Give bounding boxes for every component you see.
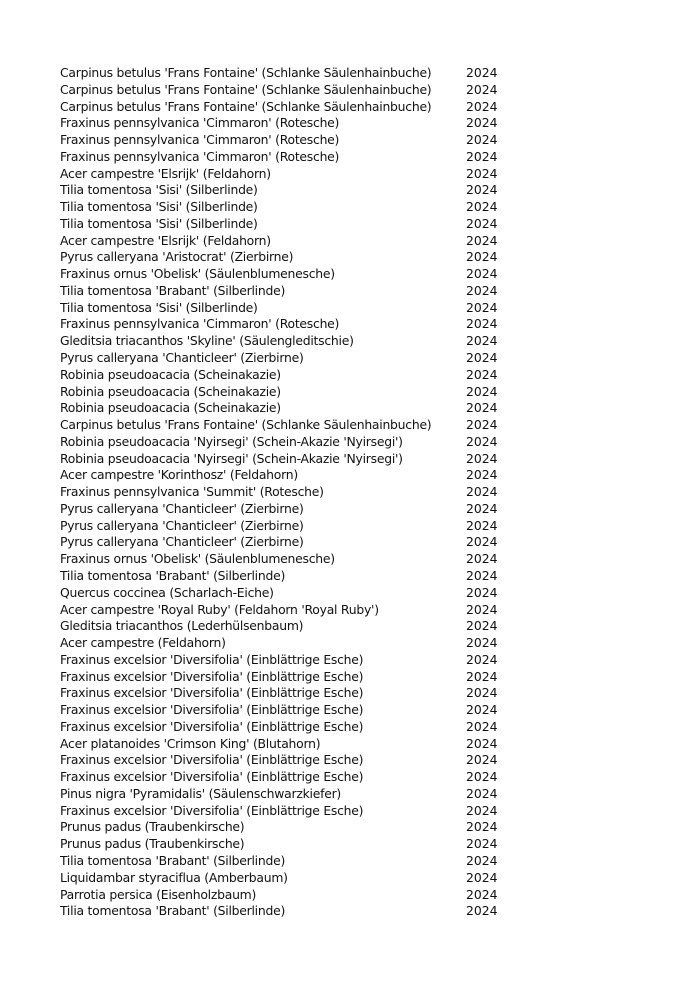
year-cell: 2024	[466, 534, 498, 550]
tree-name-cell: Acer campestre (Feldahorn)	[60, 635, 226, 651]
year-cell: 2024	[466, 65, 498, 80]
year-cell: 2024	[466, 165, 498, 181]
tree-name-cell: Robinia pseudoacacia (Scheinakazie)	[60, 366, 281, 382]
table-row	[60, 367, 520, 384]
tree-name-cell: Tilia tomentosa 'Brabant' (Silberlinde)	[60, 903, 286, 919]
year-cell: 2024	[466, 618, 498, 634]
year-cell: 2024	[466, 400, 498, 416]
table-row	[60, 467, 520, 484]
year-cell: 2024	[466, 81, 498, 97]
tree-name-cell: Acer campestre 'Korinthosz' (Feldahorn)	[60, 467, 298, 483]
tree-name-cell: Tilia tomentosa 'Brabant' (Silberlinde)	[60, 852, 286, 868]
tree-name-cell: Pyrus calleryana 'Aristocrat' (Zierbirne)	[60, 249, 294, 265]
table-row	[60, 283, 520, 300]
table-row	[60, 635, 520, 652]
tree-name-cell: Tilia tomentosa 'Brabant' (Silberlinde)	[60, 567, 286, 583]
year-cell: 2024	[466, 115, 498, 131]
table-row	[60, 702, 520, 719]
tree-name-cell: Fraxinus ornus 'Obelisk' (Säulenblumenesche)	[60, 551, 335, 567]
table-row	[60, 719, 520, 736]
tree-name-cell: Robinia pseudoacacia (Scheinakazie)	[60, 383, 281, 399]
tree-name-cell: Acer campestre 'Elsrijk' (Feldahorn)	[60, 232, 271, 248]
year-cell: 2024	[466, 132, 498, 148]
table-row	[60, 149, 520, 166]
year-cell: 2024	[466, 735, 498, 751]
tree-name-cell: Fraxinus ornus 'Obelisk' (Säulenblumenesche)	[60, 266, 335, 282]
year-cell: 2024	[466, 668, 498, 684]
table-row	[60, 568, 520, 585]
year-cell: 2024	[466, 718, 498, 734]
table-row	[60, 484, 520, 501]
year-cell: 2024	[466, 702, 498, 718]
year-cell: 2024	[466, 584, 498, 600]
year-cell: 2024	[466, 282, 498, 298]
tree-name-cell: Carpinus betulus 'Frans Fontaine' (Schlanke Säulenhainbuche)	[60, 417, 432, 433]
table-row	[60, 333, 520, 350]
table-row	[60, 434, 520, 451]
year-cell: 2024	[466, 433, 498, 449]
tree-name-cell: Acer campestre 'Elsrijk' (Feldahorn)	[60, 165, 271, 181]
year-cell: 2024	[466, 249, 498, 265]
tree-name-cell: Pyrus calleryana 'Chanticleer' (Zierbirne)	[60, 350, 304, 366]
year-cell: 2024	[466, 366, 498, 382]
table-row	[60, 585, 520, 602]
year-cell: 2024	[466, 182, 498, 198]
year-cell: 2024	[466, 215, 498, 231]
table-row	[60, 752, 520, 769]
table-row	[60, 417, 520, 434]
tree-name-cell: Robinia pseudoacacia 'Nyirsegi' (Schein-Akazie 'Nyirsegi')	[60, 433, 403, 449]
tree-name-cell: Tilia tomentosa 'Sisi' (Silberlinde)	[60, 299, 258, 315]
tree-name-cell: Pyrus calleryana 'Chanticleer' (Zierbirne)	[60, 517, 304, 533]
table-row	[60, 166, 520, 183]
table-row	[60, 501, 520, 518]
year-cell: 2024	[466, 484, 498, 500]
tree-list-table	[60, 65, 520, 920]
table-row	[60, 803, 520, 820]
year-cell: 2024	[466, 869, 498, 885]
table-row	[60, 266, 520, 283]
tree-name-cell: Gleditsia triacanthos 'Skyline' (Säulengleditschie)	[60, 333, 354, 349]
table-row	[60, 99, 520, 116]
table-row	[60, 65, 520, 82]
table-row	[60, 685, 520, 702]
tree-name-cell: Fraxinus excelsior 'Diversifolia' (Einblättrige Esche)	[60, 668, 364, 684]
table-row	[60, 819, 520, 836]
table-row	[60, 316, 520, 333]
year-cell: 2024	[466, 500, 498, 516]
tree-name-cell: Pyrus calleryana 'Chanticleer' (Zierbirne)	[60, 500, 304, 516]
tree-name-cell: Quercus coccinea (Scharlach-Eiche)	[60, 584, 274, 600]
year-cell: 2024	[466, 417, 498, 433]
tree-name-cell: Fraxinus excelsior 'Diversifolia' (Einblättrige Esche)	[60, 802, 364, 818]
table-row	[60, 451, 520, 468]
tree-name-cell: Fraxinus excelsior 'Diversifolia' (Einblättrige Esche)	[60, 769, 364, 785]
table-row	[60, 132, 520, 149]
tree-name-cell: Tilia tomentosa 'Sisi' (Silberlinde)	[60, 215, 258, 231]
table-row	[60, 618, 520, 635]
table-row	[60, 836, 520, 853]
year-cell: 2024	[466, 635, 498, 651]
tree-name-cell: Fraxinus excelsior 'Diversifolia' (Einblättrige Esche)	[60, 718, 364, 734]
year-cell: 2024	[466, 903, 498, 919]
tree-name-cell: Prunus padus (Traubenkirsche)	[60, 819, 245, 835]
year-cell: 2024	[466, 567, 498, 583]
table-row	[60, 853, 520, 870]
year-cell: 2024	[466, 836, 498, 852]
tree-name-cell: Acer campestre 'Royal Ruby' (Feldahorn 'Royal Ruby')	[60, 601, 379, 617]
tree-name-cell: Fraxinus pennsylvanica 'Cimmaron' (Rotesche)	[60, 148, 340, 164]
tree-name-cell: Pinus nigra 'Pyramidalis' (Säulenschwarzkiefer)	[60, 785, 341, 801]
year-cell: 2024	[466, 685, 498, 701]
year-cell: 2024	[466, 785, 498, 801]
tree-name-cell: Prunus padus (Traubenkirsche)	[60, 836, 245, 852]
table-row	[60, 233, 520, 250]
tree-name-cell: Robinia pseudoacacia (Scheinakazie)	[60, 400, 281, 416]
table-row	[60, 300, 520, 317]
table-row	[60, 736, 520, 753]
year-cell: 2024	[466, 148, 498, 164]
year-cell: 2024	[466, 886, 498, 902]
tree-name-cell: Pyrus calleryana 'Chanticleer' (Zierbirne)	[60, 534, 304, 550]
year-cell: 2024	[466, 819, 498, 835]
tree-name-cell: Liquidambar styraciflua (Amberbaum)	[60, 869, 288, 885]
tree-name-cell: Carpinus betulus 'Frans Fontaine' (Schlanke Säulenhainbuche)	[60, 81, 432, 97]
table-row	[60, 400, 520, 417]
table-row	[60, 769, 520, 786]
year-cell: 2024	[466, 266, 498, 282]
table-row	[60, 551, 520, 568]
tree-name-cell: Fraxinus excelsior 'Diversifolia' (Einblättrige Esche)	[60, 702, 364, 718]
year-cell: 2024	[466, 299, 498, 315]
year-cell: 2024	[466, 316, 498, 332]
table-row	[60, 602, 520, 619]
year-cell: 2024	[466, 551, 498, 567]
tree-name-cell: Fraxinus pennsylvanica 'Cimmaron' (Rotesche)	[60, 115, 340, 131]
table-row	[60, 903, 520, 920]
table-row	[60, 786, 520, 803]
tree-name-cell: Carpinus betulus 'Frans Fontaine' (Schlanke Säulenhainbuche)	[60, 98, 432, 114]
year-cell: 2024	[466, 467, 498, 483]
table-row	[60, 652, 520, 669]
tree-name-cell: Tilia tomentosa 'Sisi' (Silberlinde)	[60, 199, 258, 215]
table-row	[60, 216, 520, 233]
tree-name-cell: Acer platanoides 'Crimson King' (Blutahorn)	[60, 735, 321, 751]
tree-name-cell: Fraxinus pennsylvanica 'Summit' (Rotesche)	[60, 484, 324, 500]
year-cell: 2024	[466, 350, 498, 366]
table-row	[60, 887, 520, 904]
year-cell: 2024	[466, 802, 498, 818]
table-row	[60, 518, 520, 535]
year-cell: 2024	[466, 517, 498, 533]
table-row	[60, 350, 520, 367]
year-cell: 2024	[466, 98, 498, 114]
tree-name-cell: Fraxinus excelsior 'Diversifolia' (Einblättrige Esche)	[60, 651, 364, 667]
table-row	[60, 870, 520, 887]
tree-name-cell: Fraxinus pennsylvanica 'Cimmaron' (Rotesche)	[60, 316, 340, 332]
year-cell: 2024	[466, 232, 498, 248]
table-row	[60, 384, 520, 401]
year-cell: 2024	[466, 383, 498, 399]
tree-name-cell: Robinia pseudoacacia 'Nyirsegi' (Schein-Akazie 'Nyirsegi')	[60, 450, 403, 466]
tree-name-cell: Gleditsia triacanthos (Lederhülsenbaum)	[60, 618, 304, 634]
table-row	[60, 82, 520, 99]
table-row	[60, 182, 520, 199]
tree-name-cell: Fraxinus excelsior 'Diversifolia' (Einblättrige Esche)	[60, 752, 364, 768]
tree-name-cell: Tilia tomentosa 'Sisi' (Silberlinde)	[60, 182, 258, 198]
table-row	[60, 249, 520, 266]
tree-name-cell: Carpinus betulus 'Frans Fontaine' (Schlanke Säulenhainbuche)	[60, 65, 432, 80]
tree-name-cell: Parrotia persica (Eisenholzbaum)	[60, 886, 257, 902]
table-row	[60, 115, 520, 132]
year-cell: 2024	[466, 651, 498, 667]
year-cell: 2024	[466, 752, 498, 768]
tree-name-cell: Tilia tomentosa 'Brabant' (Silberlinde)	[60, 282, 286, 298]
table-row	[60, 669, 520, 686]
tree-name-cell: Fraxinus pennsylvanica 'Cimmaron' (Rotesche)	[60, 132, 340, 148]
year-cell: 2024	[466, 333, 498, 349]
year-cell: 2024	[466, 601, 498, 617]
table-row	[60, 534, 520, 551]
year-cell: 2024	[466, 852, 498, 868]
year-cell: 2024	[466, 769, 498, 785]
tree-name-cell: Fraxinus excelsior 'Diversifolia' (Einblättrige Esche)	[60, 685, 364, 701]
table-row	[60, 199, 520, 216]
year-cell: 2024	[466, 450, 498, 466]
year-cell: 2024	[466, 199, 498, 215]
